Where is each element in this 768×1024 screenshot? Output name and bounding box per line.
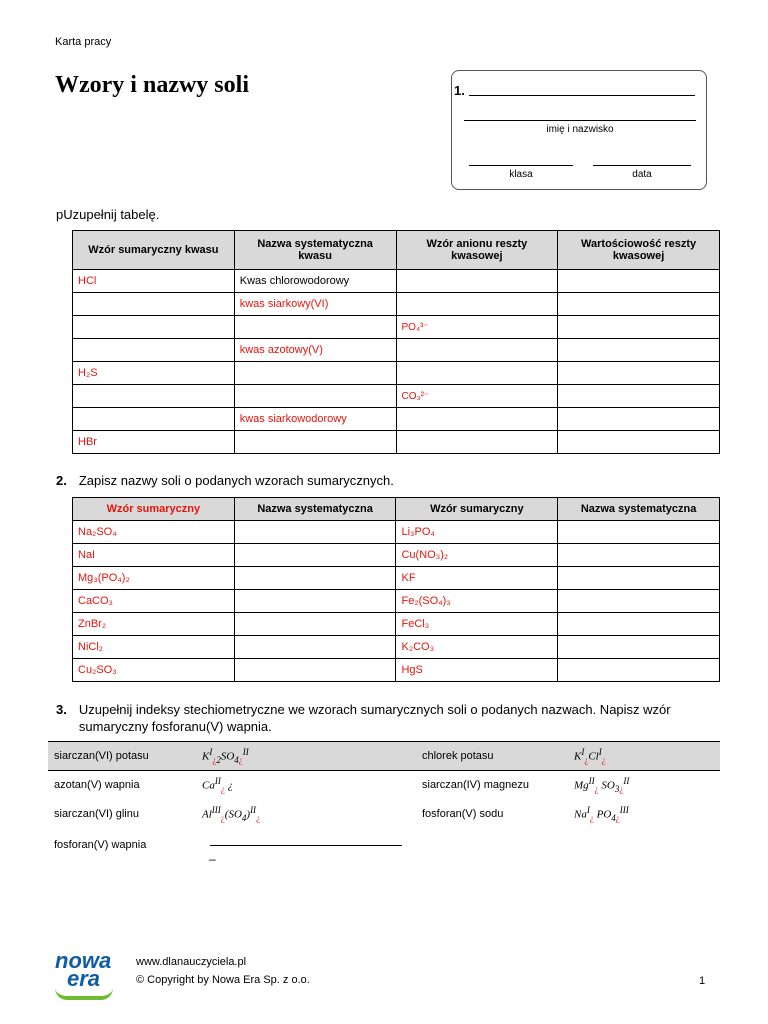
table-cell: KF [396, 567, 558, 590]
table-row [73, 613, 720, 636]
table-cell: Cu(NO₃)₂ [396, 544, 558, 567]
table-cell[interactable] [558, 544, 720, 567]
table-cell: NaI [73, 544, 235, 567]
table-cell: Cu₂SO₃ [73, 659, 235, 682]
table-cell: ZnBr₂ [73, 613, 235, 636]
table-cell[interactable] [234, 385, 396, 408]
header-cell: Wzór sumaryczny kwasu [73, 231, 235, 270]
box-number: 1. [454, 83, 465, 98]
section1-instruction: pUzupełnij tabelę. [56, 207, 160, 222]
class-line[interactable] [469, 165, 573, 166]
acid-table-header [73, 231, 720, 270]
formula-input[interactable]: $Al^{III}_¿(SO_4)^{II}_¿$ [202, 805, 261, 823]
table-row [73, 431, 720, 454]
date-caption: data [632, 169, 652, 180]
website-link[interactable]: www.dlanauczyciela.pl [136, 956, 247, 968]
table-cell[interactable] [73, 316, 235, 339]
salt-name: azotan(V) wapnia [54, 779, 140, 792]
table-row [73, 408, 720, 431]
table-cell: Na₂SO₄ [73, 521, 235, 544]
table-row [48, 800, 720, 829]
table-cell: kwas siarkowodorowy [234, 408, 396, 431]
table-cell[interactable] [73, 339, 235, 362]
table-cell[interactable] [234, 544, 396, 567]
table-row [73, 293, 720, 316]
table-cell[interactable] [73, 408, 235, 431]
section2-instruction [56, 473, 394, 488]
table-cell: K₂CO₃ [396, 636, 558, 659]
header-cell: Nazwa systematyczna [558, 498, 720, 521]
table-row [48, 742, 720, 771]
table-cell[interactable] [396, 293, 558, 316]
table-row [73, 339, 720, 362]
table-cell[interactable] [73, 293, 235, 316]
table-cell: Mg₃(PO₄)₂ [73, 567, 235, 590]
formula-input[interactable]: $K^I_¿Cl^I_¿$ [568, 742, 720, 771]
formula-input[interactable]: $Mg^{II}_¿$ $SO_{3¿}^{II}$ [574, 776, 630, 795]
table-cell: kwas siarkowy(VI) [234, 293, 396, 316]
header-cell: Wartościowość reszty kwasowej [558, 231, 720, 270]
table-cell[interactable] [558, 362, 720, 385]
salt-name: siarczan(IV) magnezu [422, 779, 529, 792]
table-cell: Kwas chlorowodorowy [234, 270, 396, 293]
class-caption: klasa [509, 169, 533, 180]
answer-line[interactable] [210, 845, 402, 846]
header-cell: Nazwa systematyczna [234, 498, 396, 521]
table-cell: HgS [396, 659, 558, 682]
header-cell: Wzór sumaryczny [73, 498, 235, 521]
table-cell: NiCl₂ [73, 636, 235, 659]
table-cell[interactable] [558, 521, 720, 544]
table-cell[interactable] [234, 431, 396, 454]
table-row [73, 544, 720, 567]
answer-blank: – [209, 852, 216, 866]
table-cell[interactable] [234, 590, 396, 613]
table-cell[interactable] [73, 385, 235, 408]
section3-text: Uzupełnij indeksy stechiometryczne we wzorach sumarycznych soli o podanych nazwach. Napisz wzór sumaryczny fosforanu(V) wapnia. [78, 702, 671, 734]
table-row [73, 385, 720, 408]
table-cell[interactable] [234, 659, 396, 682]
table-cell[interactable] [234, 567, 396, 590]
copyright: © Copyright by Nowa Era Sp. z o.o. [136, 974, 310, 986]
table-cell[interactable] [558, 636, 720, 659]
table-row [73, 567, 720, 590]
nowa-era-logo: nowa era [55, 952, 113, 1000]
table-cell[interactable] [558, 659, 720, 682]
name-line-2[interactable] [464, 120, 696, 121]
table-cell[interactable] [396, 270, 558, 293]
table-cell[interactable] [234, 636, 396, 659]
table-cell[interactable] [396, 339, 558, 362]
table-cell[interactable] [558, 316, 720, 339]
salt-name: siarczan(VI) potasu [48, 742, 196, 771]
page-title: Wzory i nazwy soli [55, 72, 249, 98]
table-cell[interactable] [558, 385, 720, 408]
table-cell: CO₃²⁻ [396, 385, 558, 408]
student-info-box [451, 70, 707, 190]
table-cell: FeCl₃ [396, 613, 558, 636]
section2-number: 2. [56, 473, 67, 488]
table-cell[interactable] [558, 431, 720, 454]
table-cell: PO₄³⁻ [396, 316, 558, 339]
table-cell: kwas azotowy(V) [234, 339, 396, 362]
date-line[interactable] [593, 165, 691, 166]
header-cell: Wzór anionu reszty kwasowej [396, 231, 558, 270]
section2-text: Zapisz nazwy soli o podanych wzorach sumarycznych. [78, 473, 394, 488]
table-row [48, 771, 720, 800]
name-line-1[interactable] [469, 95, 695, 96]
table-cell[interactable] [558, 408, 720, 431]
header-cell: Nazwa systematyczna kwasu [234, 231, 396, 270]
table-row [73, 659, 720, 682]
table-row [73, 316, 720, 339]
table-row [73, 521, 720, 544]
stoichiometry-table [48, 741, 720, 829]
table-cell[interactable] [558, 293, 720, 316]
table-cell: Li₃PO₄ [396, 521, 558, 544]
header-cell: Wzór sumaryczny [396, 498, 558, 521]
table-row [73, 590, 720, 613]
formula-input[interactable]: $K^I_{¿2}SO_{4¿}^{II}$ [196, 742, 416, 771]
acid-table [72, 230, 720, 454]
table-cell: Fe₂(SO₄)₃ [396, 590, 558, 613]
table-cell[interactable] [234, 613, 396, 636]
salt-name: fosforan(V) sodu [422, 808, 504, 820]
table-cell[interactable] [558, 590, 720, 613]
table-cell: HCl [73, 270, 235, 293]
table-cell: CaCO₃ [73, 590, 235, 613]
table-cell[interactable] [558, 339, 720, 362]
table-cell[interactable] [558, 567, 720, 590]
worksheet-label: Karta pracy [55, 36, 112, 48]
formula-input[interactable]: $Na^I_¿$ $PO_{4¿}^{III}$ [574, 805, 629, 823]
table-cell[interactable] [234, 521, 396, 544]
table-row [73, 270, 720, 293]
table-cell: H₂S [73, 362, 235, 385]
table-cell[interactable] [396, 431, 558, 454]
table-cell[interactable] [234, 316, 396, 339]
section3-number: 3. [56, 702, 67, 717]
table-cell[interactable] [234, 362, 396, 385]
table-cell[interactable] [396, 408, 558, 431]
table-cell: HBr [73, 431, 235, 454]
salt-name: siarczan(VI) glinu [54, 808, 139, 820]
section3-instruction [56, 701, 716, 735]
salt-names-table [72, 497, 720, 682]
formula-input[interactable]: $Ca^{II}_¿$ ¿ [202, 776, 234, 795]
salt-name: fosforan(V) wapnia [54, 839, 147, 851]
table-row [73, 362, 720, 385]
table-cell[interactable] [558, 613, 720, 636]
table-row [73, 636, 720, 659]
table-cell[interactable] [558, 270, 720, 293]
salt-name: chlorek potasu [416, 742, 568, 771]
page-number: 1 [699, 975, 706, 987]
salt-table-header [73, 498, 720, 521]
table-cell[interactable] [396, 362, 558, 385]
name-caption: imię i nazwisko [546, 124, 614, 135]
